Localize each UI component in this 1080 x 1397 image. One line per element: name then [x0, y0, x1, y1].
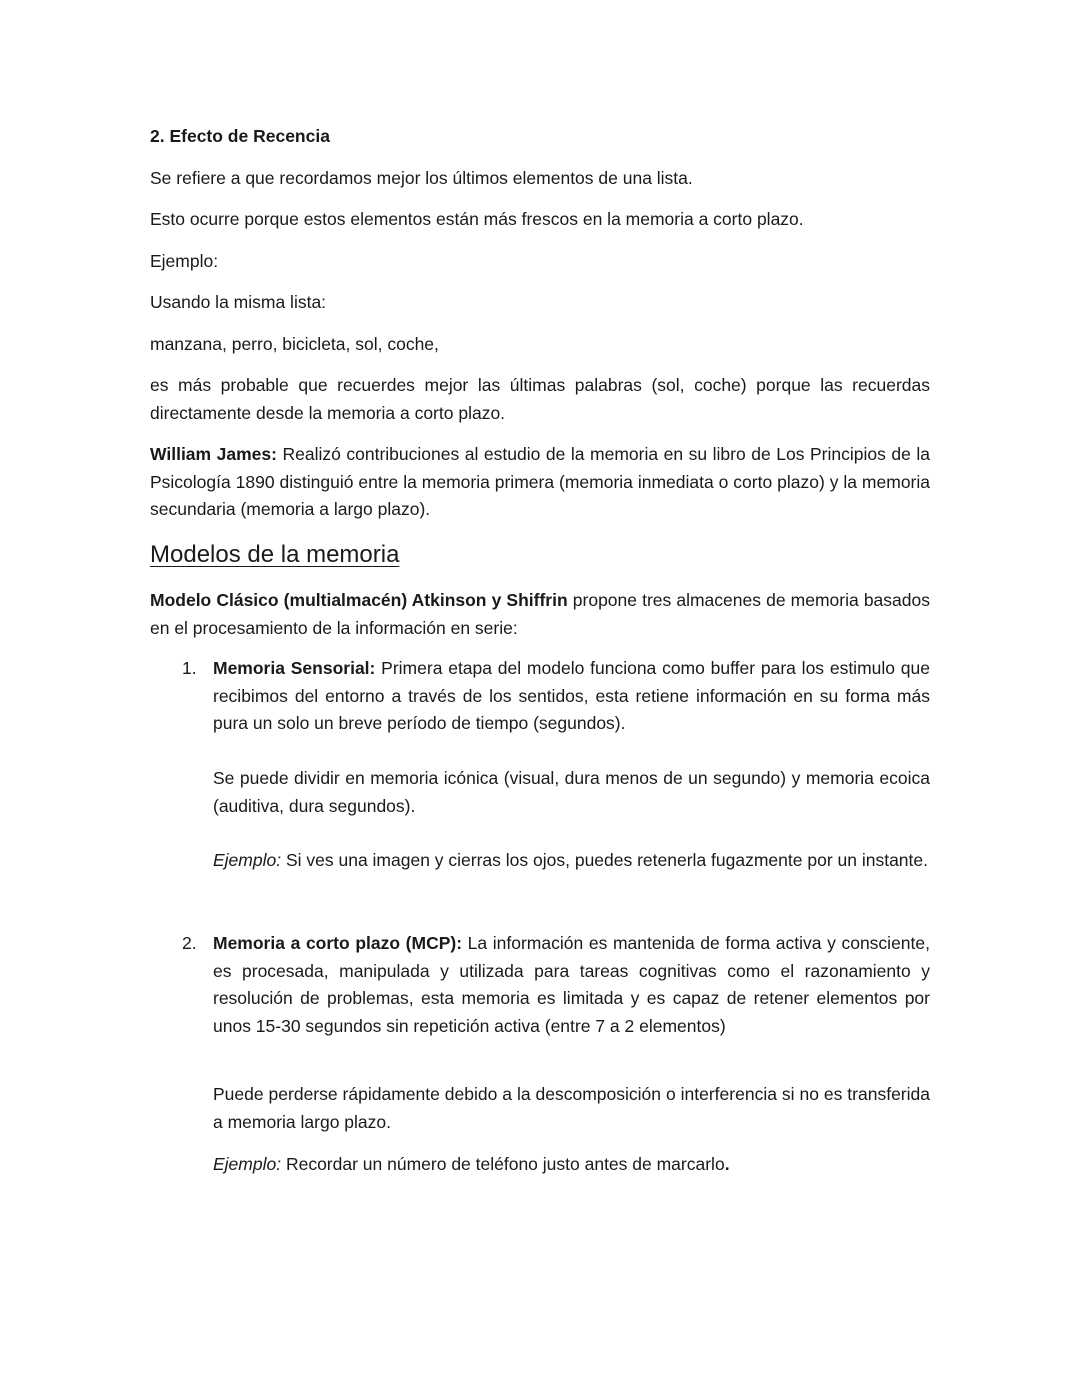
- paragraph-text: Realizó contribuciones al estudio de la memoria en su libro de Los Principios de la Psicología 1890 distinguió entre la memoria primera (memoria inmediata o corto plazo) y la memoria secundaria (memoria a largo plazo).: [150, 444, 930, 519]
- models-heading: Modelos de la memoria: [150, 541, 400, 568]
- model-intro: [150, 587, 930, 642]
- bold-lead: Modelo Clásico (multialmacén) Atkinson y Shiffrin: [150, 590, 568, 610]
- paragraph: manzana, perro, bicicleta, sol, coche,: [150, 334, 439, 354]
- list-item: [213, 930, 930, 1040]
- bold-lead: William James:: [150, 444, 277, 464]
- list-item-example: [213, 847, 930, 875]
- paragraph: es más probable que recuerdes mejor las últimas palabras (sol, coche) porque las recuerdas directamente desde la memoria a corto plazo.: [150, 375, 930, 423]
- example-label: Ejemplo:: [213, 850, 282, 870]
- example-text: Si ves una imagen y cierras los ojos, puedes retenerla fugazmente por un instante.: [281, 850, 928, 870]
- section-title: [150, 123, 930, 151]
- paragraph: Usando la misma lista:: [150, 292, 327, 312]
- list-item: [213, 655, 930, 738]
- william-james-paragraph: [150, 441, 930, 524]
- list-number: 2.: [182, 933, 197, 953]
- example-end: .: [724, 1154, 730, 1174]
- section-title-text: 2. Efecto de Recencia: [150, 126, 330, 146]
- example-text: Recordar un número de teléfono justo antes de marcarlo: [281, 1154, 725, 1174]
- paragraph: Esto ocurre porque estos elementos están más frescos en la memoria a corto plazo.: [150, 209, 804, 229]
- list-item-extra: Puede perderse rápidamente debido a la descomposición o interferencia si no es transferida a memoria largo plazo.: [213, 1084, 930, 1132]
- list-item-extra: Se puede dividir en memoria icónica (visual, dura menos de un segundo) y memoria ecoica (auditiva, dura segundos).: [213, 768, 930, 816]
- paragraph: Se refiere a que recordamos mejor los últimos elementos de una lista.: [150, 168, 693, 188]
- paragraph-text: La información es mantenida de forma activa y consciente, es procesada, manipulada y utilizada para tareas cognitivas como el razonamiento y resolución de problemas, esta memoria es limitada y es capaz de retener elementos por unos 15-30 segundos sin repetición activa (entre 7 a 2 elementos): [213, 933, 930, 1036]
- example-label: Ejemplo:: [213, 1154, 282, 1174]
- paragraph: Ejemplo:: [150, 251, 219, 271]
- paragraph-text: Primera etapa del modelo funciona como buffer para los estimulo que recibimos del entorno a través de los sentidos, esta retiene información en su forma más pura un solo un breve período de tiempo (segundos).: [213, 658, 930, 733]
- list-number: 1.: [182, 658, 197, 678]
- bold-lead: Memoria Sensorial:: [213, 658, 376, 678]
- list-item-example: [213, 1151, 930, 1179]
- bold-lead: Memoria a corto plazo (MCP):: [213, 933, 463, 953]
- paragraph-text: propone tres almacenes de memoria basados en el procesamiento de la información en serie:: [150, 590, 930, 638]
